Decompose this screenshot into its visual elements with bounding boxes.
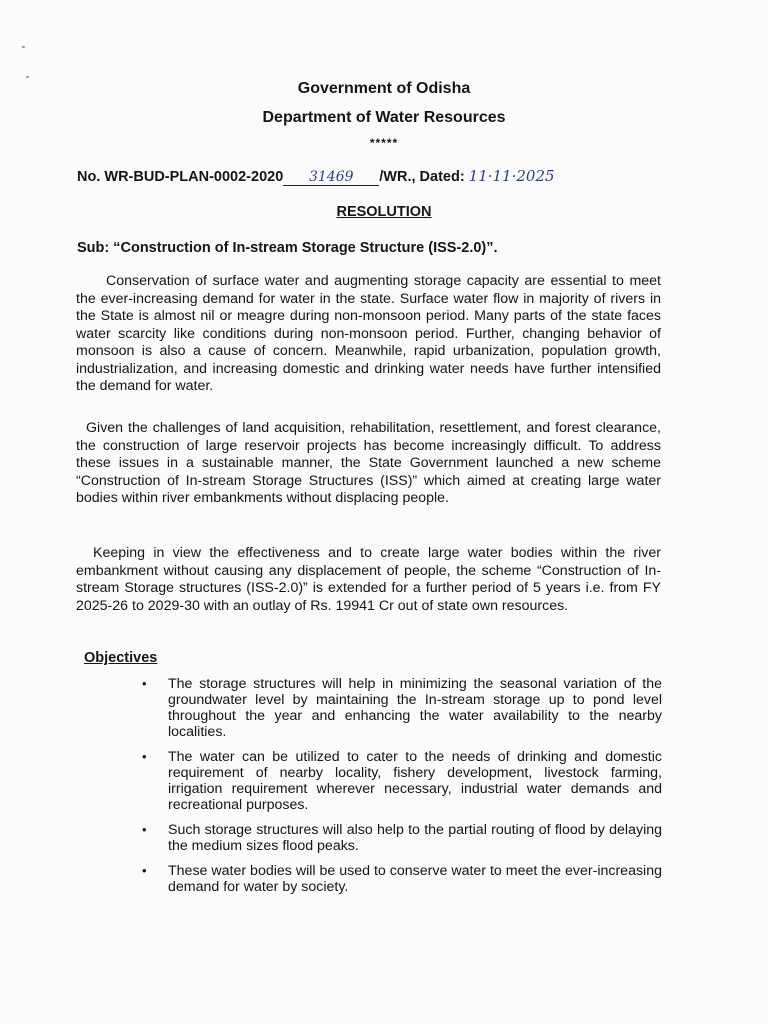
objective-text: The storage structures will help in minimizing the seasonal variation of the groundwater level by maintaining the In-stream storage up to pond level throughout the year and enhancing the water availability to the nearby localities. — [168, 676, 662, 740]
list-item — [142, 822, 662, 854]
objective-text: These water bodies will be used to conserve water to meet the ever-increasing demand for water by society. — [168, 863, 662, 895]
objective-text: Such storage structures will also help to the partial routing of flood by delaying the medium sizes flood peaks. — [168, 822, 662, 854]
reference-date-handwritten: 11·11·2025 — [468, 167, 555, 185]
scan-speck — [26, 76, 29, 78]
bullet-icon: • — [142, 822, 147, 837]
reference-line — [77, 168, 577, 186]
paragraph-conservation: Conservation of surface water and augmenting storage capacity are essential to meet the ever-increasing demand for water in the state. Surface water flow in majority of rivers in the State is almost nil or meagre during non-monsoon period. Many parts of the state faces water scarcity like conditions during non-monsoon period. Further, changing behavior of monsoon is also a cause of concern. Meanwhile, rapid urbanization, population growth, industrialization, and increasing domestic and drinking water needs have further intensified the demand for water. — [76, 273, 661, 394]
scan-speck — [22, 46, 25, 48]
paragraph-challenges: Given the challenges of land acquisition, rehabilitation, resettlement, and forest clearance, the construction of large reservoir projects has become increasingly difficult. To address these issues in a sustainable manner, the State Government launched a new scheme “Construction of In-stream Storage Structures (ISS)” which aimed at creating large water bodies within river embankments without displacing people. — [76, 420, 661, 506]
reference-suffix: /WR., Dated: — [379, 169, 465, 185]
bullet-icon: • — [142, 863, 147, 878]
government-title: Government of Odisha — [297, 80, 471, 97]
resolution-heading: RESOLUTION — [336, 204, 432, 220]
list-item — [142, 676, 662, 740]
reference-number-handwritten: 31469 — [283, 169, 379, 186]
paragraph-scheme-extension: Keeping in view the effectiveness and to create large water bodies within the river embankment without causing any displacement of people, the scheme “Construction of In-stream Storage structures (ISS-2.0)” is extended for a further period of 5 years i.e. from FY 2025-26 to 2029-30 with an outlay of Rs. 19941 Cr out of state own resources. — [76, 545, 661, 614]
bullet-icon: • — [142, 749, 147, 764]
bullet-icon: • — [142, 676, 147, 691]
objectives-heading: Objectives — [84, 650, 158, 666]
objectives-list — [142, 676, 662, 895]
list-item — [142, 749, 662, 813]
list-item — [142, 863, 662, 895]
reference-prefix: No. WR-BUD-PLAN-0002-2020 — [77, 169, 284, 185]
department-title: Department of Water Resources — [262, 109, 506, 126]
header-separator: ***** — [369, 136, 399, 150]
subject-line: Sub: “Construction of In-stream Storage Structure (ISS-2.0)”. — [77, 240, 498, 256]
objective-text: The water can be utilized to cater to the needs of drinking and domestic requirement of nearby locality, fishery development, livestock farming, irrigation requirement wherever necessary, industrial water demands and recreational purposes. — [168, 749, 662, 813]
